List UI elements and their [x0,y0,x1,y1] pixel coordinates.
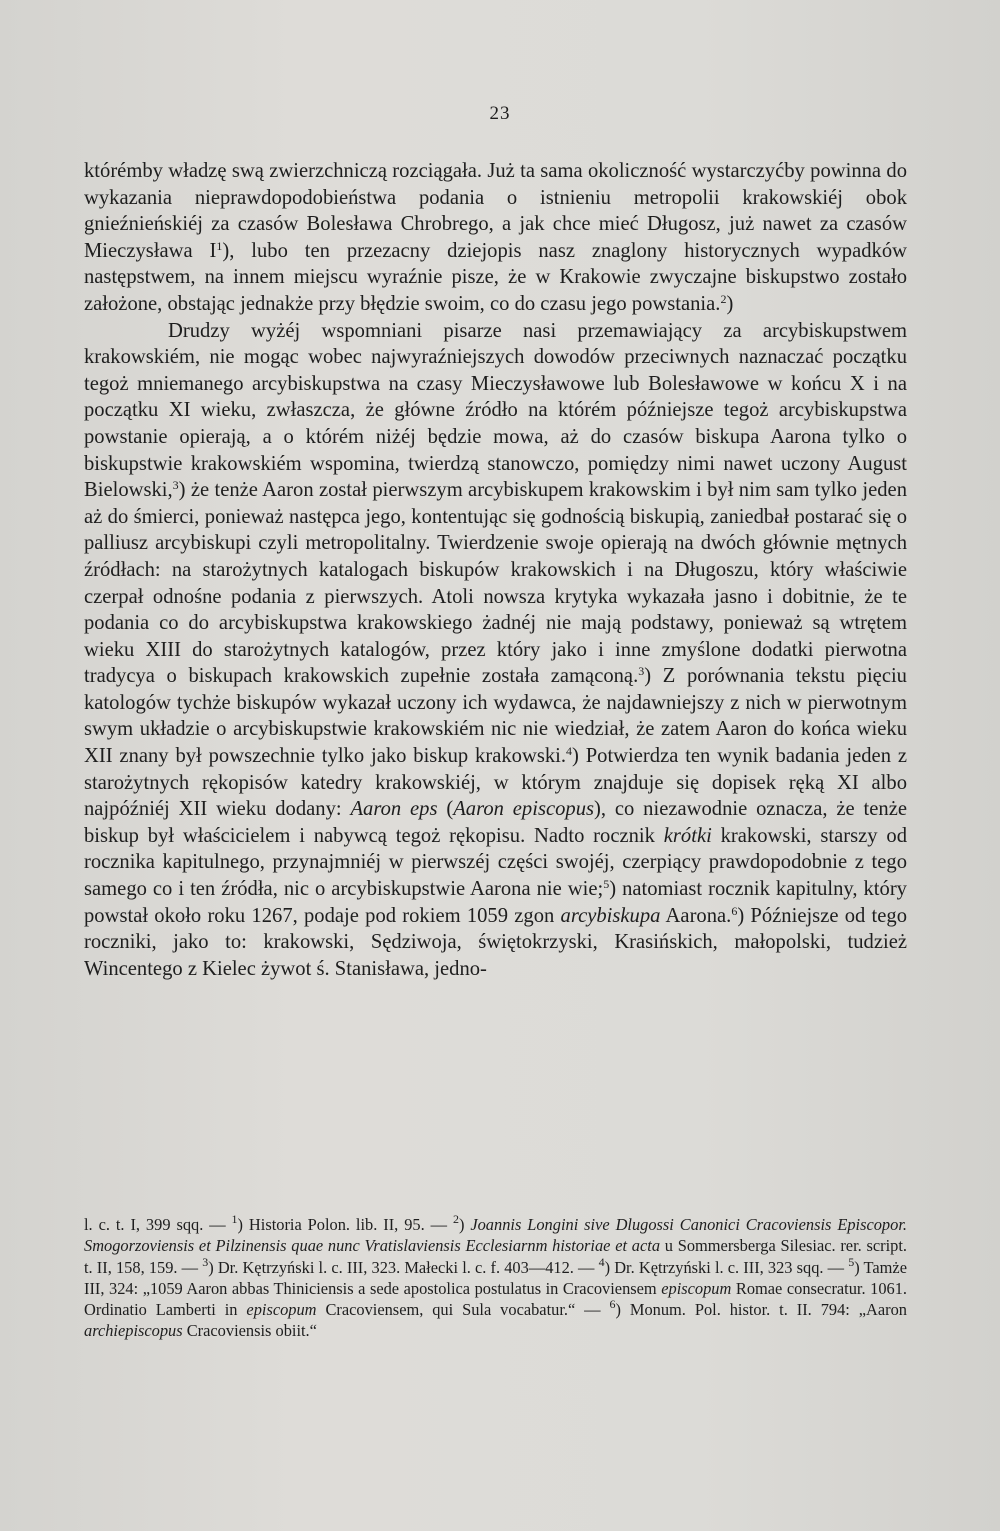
text-run: ) Monum. Pol. histor. t. II. 794: „Aaron [615,1300,907,1320]
footnote-marker: 5 [603,877,610,892]
footnote-marker: 1 [216,238,223,253]
text-run: Cracoviensem, qui Sula vocabatur.“ — [316,1300,610,1320]
main-text [84,158,907,982]
paragraph [84,158,907,318]
text-run: ) Późniejsze od tego roczniki, jako to: krakowski, Sędziwoja, świętokrzyski, Krasińskich, małopolski, tudzież Wincentego z Kielec żywot ś. Stanisława, jedno- [84,904,908,980]
italic-text: arcybiskupa [560,904,661,927]
footnote-marker: 4 [598,1254,605,1269]
text-run: ) natomiast rocznik kapitulny, który powstał około roku 1267, podaje pod rokiem 1059 zgon [84,878,907,927]
text-run: ) Z porównania tekstu pięciu katologów tychże biskupów wykazał uczony ich wydawca, że najdawniejszy z nich w pierwotnym swym układzie o arcybiskupstwie krakowskiém nic nie wiedział, że zatem Aaron do końca wieku XII znany był powszechnie tylko jako biskup krakowski. [84,665,907,768]
text-run: krakowski, starszy od rocznika kapitulnego, przynajmniéj w pierwszéj części swojéj, czerpiący prawdopodobnie z tego samego co i ten źródła, nic o arcybiskupstwie Aarona nie wie; [84,824,907,901]
text-run: ) Tamże III, 324: „1059 Aaron abbas Thiniciensis a sede apostolica postulatus in Cracoviensem [84,1257,907,1298]
footnote-marker: 4 [566,744,572,759]
italic-text: krótki [663,824,712,847]
italic-text: Aaron eps [350,798,438,821]
text-run: Romae consecratur. 1061. Ordinatio Lamberti in [84,1278,908,1320]
footnote-marker: 2 [452,1212,459,1226]
text-run: ) że tenże Aaron został pierwszym arcybiskupem krakowskim i był nim sam tylko jeden aż do śmierci, ponieważ następca jego, kontentując się godnością biskupią, zaniedbał postarać się o palliusz arcybiskupi czyli metropolitalny. Twierdzenie swoje opierają na dwóch głównie mętnych źródłach: na starożytnych katalogach biskupów krakowskich i na Długoszu, który właściwie czerpał odnośne podania z pierwszych. Atoli nowsza krytyka wykazała jasno i dobitnie, że te podania co do arcybiskupstwa krakowskiego żadnéj nie mają podstawy, ponieważ są wtrętem wieku XIII do starożytnych katalogów, przez który jako i inne zmyślone dodatki pierwotna tradycya o biskupach krakowskich zupełnie została zamąconą. [84,479,907,688]
text-run: u Sommersberga Silesiac. rer. script. t. II, 158, 159. — [84,1236,907,1277]
text-run: ) [726,292,734,315]
text-run: ) Historia Polon. lib. II, 95. — [237,1215,453,1234]
page-number: 23 [489,103,511,124]
text-run: którémby władzę swą zwierzchniczą rozciągała. Już ta sama okoliczność wystarczyćby powinna do wykazania nieprawdopodobieństwa podania o istnieniu metropolii krakowskiéj obok gnieźnieńskiéj za czasów Bolesława Chrobrego, a jak chce mieć Długosz, już nawet za czasów Mieczysława I [84,160,907,262]
text-run: l. c. t. I, 399 sqq. — [84,1215,232,1234]
footnote-marker: 6 [609,1297,616,1312]
text-run: ), co niezawodnie oznacza, że tenże biskup był właścicielem i nabywcą tegoż rękopisu. Nadto rocznik [84,798,907,847]
italic-text: episcopum [661,1278,732,1298]
text-run: ) [458,1215,471,1234]
footnote-paragraph [84,1214,907,1342]
text-run: ( [437,798,454,821]
text-run: ) Potwierdza ten wynik badania jeden z starożytnych rękopisów katedry krakowskiéj, w którym znajduje się dopisek ręką XI albo najpóźniéj XII wieku dodany: [84,745,907,821]
footnote-marker: 5 [848,1254,855,1269]
footnote-marker: 1 [231,1212,238,1226]
text-run: Drudzy wyżéj wspomniani pisarze nasi przemawiający za arcybiskupstwem krakowskiém, nie mogąc wobec najwyraźniejszych dowodów przeciwnych naznaczać początku tegoż mniemanego arcybiskupstwa na czasy Mieczysławowe lub Bolesławowe w końcu X i na początku XI wieku, zwłaszcza, że główne źródło na którém późniejsze tegoż arcybiskupstwa powstanie opierają, a o którém niżéj będzie mowa, aż do czasów biskupa Aarona tylko o biskupstwie krakowskiém wspomina, twierdzą stanowczo, pomiędzy nimi nawet uczony August Bielowski, [84,319,907,502]
text-run: Aarona. [660,904,732,927]
footnote-marker: 2 [720,291,727,306]
footnotes [84,1214,907,1342]
italic-text: Joannis Longini sive Dlugossi Canonici Cracoviensis Episcopor. Smogorzoviensis et Pilzinensis quae nunc Vratislaviensis Ecclesiarnm historiae et acta [84,1215,907,1256]
text-run: ) Dr. Kętrzyński l. c. III, 323. Małecki l. c. f. 403—412. — [208,1257,599,1277]
footnote-marker: 3 [202,1254,209,1269]
footnote-marker: 6 [731,903,738,918]
italic-text: Aaron episcopus [453,798,595,821]
italic-text: episcopum [246,1300,317,1320]
text-run: ) Dr. Kętrzyński l. c. III, 323 sqq. — [604,1257,849,1277]
text-run: Cracoviensis obiit.“ [182,1321,317,1341]
paragraph [84,318,907,983]
footnote-marker: 3 [172,478,179,493]
footnote-marker: 3 [638,664,645,679]
italic-text: archiepiscopus [84,1321,183,1341]
text-run: ), lubo ten przezacny dziejopis nasz znaglony historycznych wypadków następstwem, na innem miejscu wyraźnie pisze, że w Krakowie zwyczajne biskupstwo zostało założone, obstając jednakże przy błędzie swoim, co do czasu jego powstania. [84,239,907,315]
